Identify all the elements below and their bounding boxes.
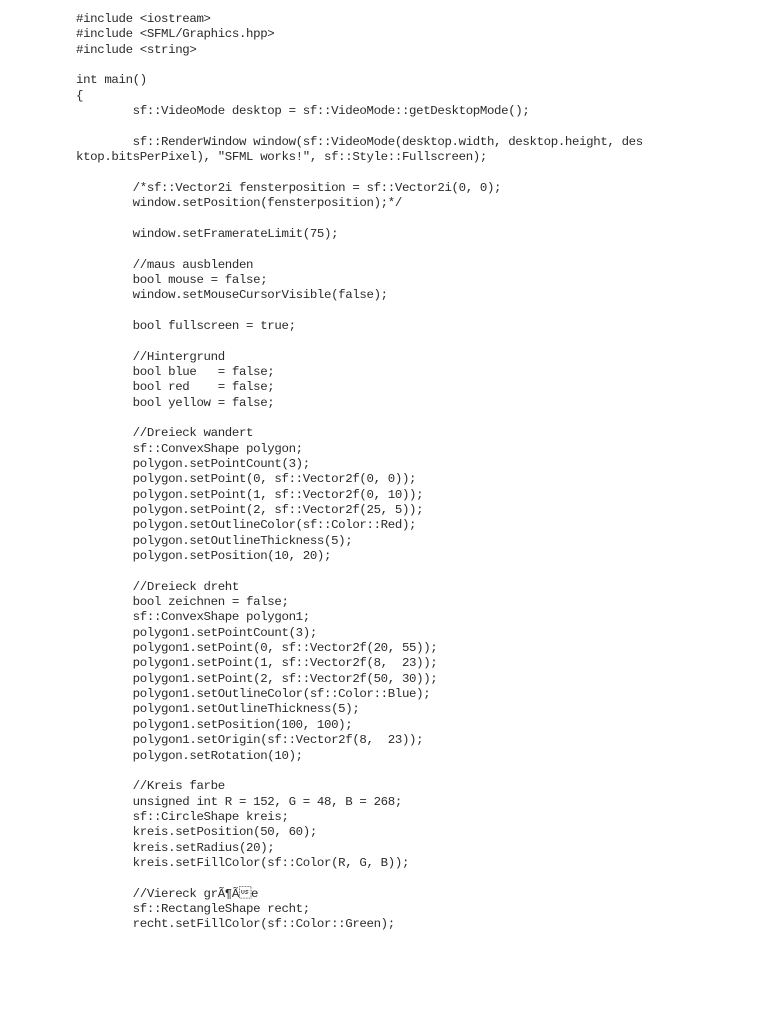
code-line: polygon1.setPoint(0, sf::Vector2f(20, 55)); <box>76 641 438 656</box>
code-line: bool red = false; <box>76 380 275 395</box>
code-line: polygon.setOutlineThickness(5); <box>76 533 353 548</box>
code-line: bool zeichnen = false; <box>76 595 289 610</box>
blank-line <box>76 211 696 226</box>
code-line: window.setPosition(fensterposition);*/ <box>76 196 402 211</box>
code-line: polygon.setPosition(10, 20); <box>76 549 332 564</box>
code-line: sf::ConvexShape polygon1; <box>76 610 310 625</box>
code-line: polygon1.setOrigin(sf::Vector2f(8, 23)); <box>76 733 424 748</box>
code-line: #include <SFML/Graphics.hpp> <box>76 27 275 42</box>
code-line: polygon.setPoint(0, sf::Vector2f(0, 0)); <box>76 472 417 487</box>
code-line: polygon1.setPointCount(3); <box>76 625 317 640</box>
code-line: kreis.setFillColor(sf::Color(R, G, B)); <box>76 855 410 870</box>
code-line: ktop.bitsPerPixel), "SFML works!", sf::Style::Fullscreen); <box>76 150 487 165</box>
code-line: //Viereck grÃ¶Ã e <box>76 886 259 901</box>
code-line: sf::RectangleShape recht; <box>76 901 310 916</box>
code-line: //Dreieck dreht <box>76 579 239 594</box>
code-line: #include <iostream> <box>76 12 211 26</box>
code-line: polygon1.setPoint(1, sf::Vector2f(8, 23)); <box>76 656 438 671</box>
code-line: kreis.setPosition(50, 60); <box>76 825 317 840</box>
code-line: kreis.setRadius(20); <box>76 840 275 855</box>
code-line: polygon1.setPosition(100, 100); <box>76 717 353 732</box>
code-line: sf::CircleShape kreis; <box>76 809 289 824</box>
code-line: polygon.setPoint(1, sf::Vector2f(0, 10)); <box>76 487 424 502</box>
blank-line <box>76 242 696 257</box>
code-line: sf::ConvexShape polygon; <box>76 441 303 456</box>
blank-line <box>76 119 696 134</box>
code-line: polygon1.setOutlineThickness(5); <box>76 702 360 717</box>
code-line: sf::VideoMode desktop = sf::VideoMode::getDesktopMode(); <box>76 104 530 119</box>
code-line: int main() <box>76 73 147 88</box>
code-line: polygon.setOutlineColor(sf::Color::Red); <box>76 518 417 533</box>
code-line: /*sf::Vector2i fensterposition = sf::Vector2i(0, 0); <box>76 180 502 195</box>
blank-line <box>76 165 696 180</box>
code-line: unsigned int R = 152, G = 48, B = 268; <box>76 794 402 809</box>
code-line: bool yellow = false; <box>76 395 275 410</box>
code-line: { <box>76 88 84 103</box>
blank-line <box>76 871 696 886</box>
blank-line <box>76 304 696 319</box>
code-line: polygon1.setPoint(2, sf::Vector2f(50, 30)); <box>76 671 438 686</box>
code-line: sf::RenderWindow window(sf::VideoMode(desktop.width, desktop.height, des <box>76 134 643 149</box>
blank-line <box>76 411 696 426</box>
code-line: polygon.setPointCount(3); <box>76 456 310 471</box>
code-line: window.setMouseCursorVisible(false); <box>76 288 388 303</box>
blank-line <box>76 564 696 579</box>
code-listing <box>76 12 696 933</box>
code-line: window.setFramerateLimit(75); <box>76 226 339 241</box>
blank-line <box>76 764 696 779</box>
blank-line <box>76 334 696 349</box>
code-line: bool fullscreen = true; <box>76 318 296 333</box>
code-line: //maus ausblenden <box>76 257 254 272</box>
code-line: bool blue = false; <box>76 364 275 379</box>
code-line: polygon1.setOutlineColor(sf::Color::Blue); <box>76 687 431 702</box>
blank-line <box>76 58 696 73</box>
code-line: polygon.setRotation(10); <box>76 748 303 763</box>
code-line: //Hintergrund <box>76 349 225 364</box>
code-line: //Kreis farbe <box>76 779 225 794</box>
code-line: recht.setFillColor(sf::Color::Green); <box>76 917 395 932</box>
code-line: bool mouse = false; <box>76 272 268 287</box>
code-line: #include <string> <box>76 42 197 57</box>
code-line: polygon.setPoint(2, sf::Vector2f(25, 5)); <box>76 503 424 517</box>
code-line: //Dreieck wandert <box>76 426 254 441</box>
